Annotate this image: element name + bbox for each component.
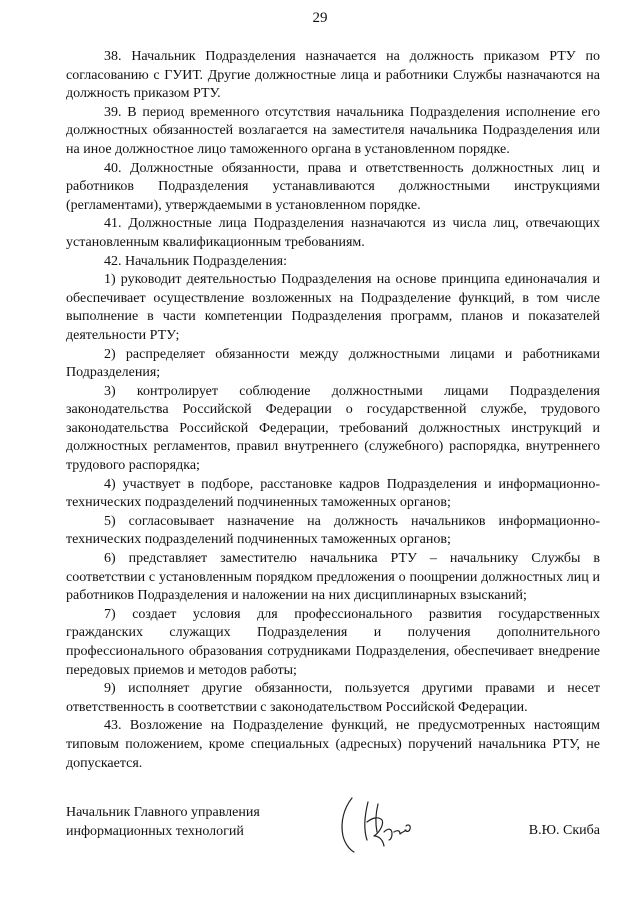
list-item-7: 7) создает условия для профессионального развития государственных гражданских служащих Подразделения и получения дополнительного профессионального образования сотрудниками Подразделения, обеспечивает внедрение передовых приемов и методов работы; bbox=[66, 606, 600, 678]
paragraph-39: 39. В период временного отсутствия начальника Подразделения исполнение его должностных обязанностей возлагается на заместителя начальника Подразделения или на иное должностное лицо таможенного органа в установленном порядке. bbox=[66, 104, 600, 157]
list-item-5: 5) согласовывает назначение на должность начальников информационно-технических подразделений подчиненных таможенных органов; bbox=[66, 513, 600, 548]
signatory-position-line1: Начальник Главного управления bbox=[66, 805, 260, 820]
list-item-2: 2) распределяет обязанности между должностными лицами и работниками Подразделения; bbox=[66, 346, 600, 381]
paragraph-43: 43. Возложение на Подразделение функций, не предусмотренных настоящим типовым положением, кроме специальных (адресных) поручений начальника РТУ, не допускается. bbox=[66, 718, 600, 771]
paragraph-41: 41. Должностные лица Подразделения назначаются из числа лиц, отвечающих установленным квалификационным требованиям. bbox=[66, 216, 600, 250]
list-item-3: 3) контролирует соблюдение должностными лицами Подразделения законодательства Российской Федерации о государственной службе, трудового законодательства Российской Федерации, требований должностных инструкций и должностных регламентов, правил внутреннего (служебного) распорядка, внутреннего трудового распорядка; bbox=[66, 383, 600, 474]
paragraph-42: 42. Начальник Подразделения: bbox=[104, 253, 287, 269]
list-item-4: 4) участвует в подборе, расстановке кадров Подразделения и информационно-технических подразделений подчиненных таможенных органов; bbox=[66, 476, 600, 511]
handwritten-signature-icon bbox=[334, 792, 444, 856]
list-item-6: 6) представляет заместителю начальника РТУ – начальнику Службы в соответствии с установленным порядком предложения о поощрении должностных лиц и работников Подразделения и наложении на них дисциплинарных взысканий; bbox=[66, 551, 600, 604]
list-item-9: 9) исполняет другие обязанности, пользуется другими правами и несет ответственность в соответствии с законодательством Российской Федерации. bbox=[66, 681, 600, 715]
signatory-position-line2: информационных технологий bbox=[66, 823, 244, 839]
signature-block bbox=[66, 804, 600, 854]
paragraph-38: 38. Начальник Подразделения назначается на должность приказом РТУ по согласованию с ГУИТ. Другие должностные лица и работники Службы назначаются на должность приказом РТУ. bbox=[66, 49, 600, 102]
signatory-position bbox=[66, 804, 260, 841]
document-body bbox=[66, 48, 600, 773]
signatory-name: В.Ю. Скиба bbox=[528, 823, 600, 838]
page-number: 29 bbox=[312, 10, 328, 26]
paragraph-40: 40. Должностные обязанности, права и ответственность должностных лиц и работников Подразделения устанавливаются должностными инструкциями (регламентами), утверждаемыми в установленном порядке. bbox=[66, 160, 600, 213]
list-item-1: 1) руководит деятельностью Подразделения на основе принципа единоначалия и обеспечивает осуществление возложенных на Подразделение функций, в том числе выполнение в части компетенции Подразделения программ, планов и показателей деятельности РТУ; bbox=[66, 272, 600, 343]
